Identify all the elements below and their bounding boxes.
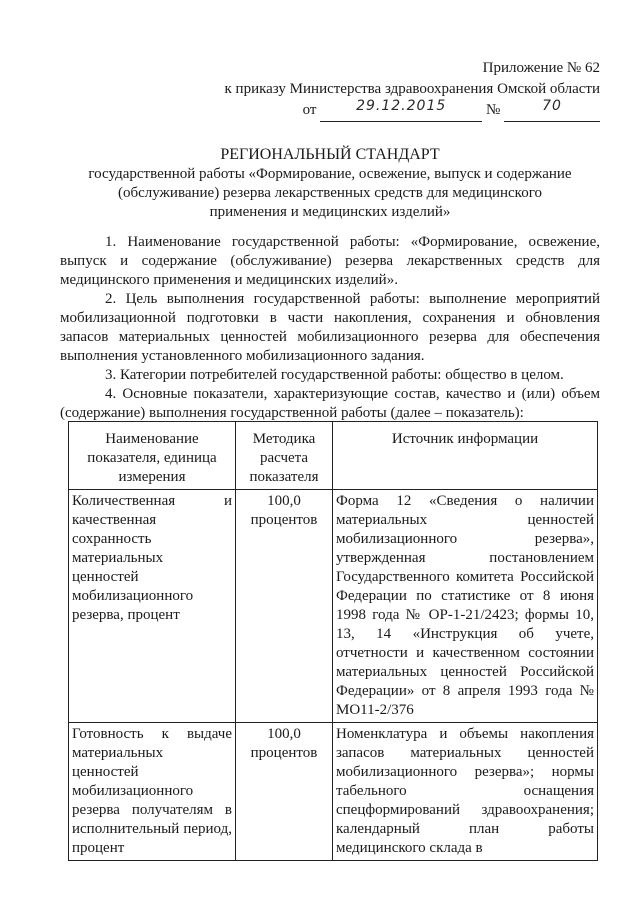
annex-number: Приложение № 62 xyxy=(482,60,600,76)
paragraph-4: 4. Основные показатели, характеризующие состав, качество и (или) объем (содержание) выполнения государственной работы (далее – показатель): xyxy=(60,386,600,421)
annex-date-line xyxy=(225,100,601,122)
row-2-indicator-name: Готовность к выдаче материальных ценностей мобилизационного резерва получателям в исполнительный период, процент xyxy=(69,723,236,861)
date-handwritten: 29.12.2015 xyxy=(356,98,447,114)
date-field xyxy=(320,100,482,122)
document-title: РЕГИОНАЛЬНЫЙ СТАНДАРТ xyxy=(220,146,440,163)
table-row xyxy=(69,723,598,861)
annex-order-reference: к приказу Министерства здравоохранения Омской области xyxy=(224,81,600,97)
document-subtitle-line-1: государственной работы «Формирование, освежение, выпуск и содержание xyxy=(88,166,572,182)
header-calculation-method: Методика расчета показателя xyxy=(236,422,333,490)
table-row xyxy=(69,490,598,723)
paragraph-1: 1. Наименование государственной работы: «Формирование, освежение, выпуск и содержание (обслуживание) резерва лекарственных средств для медицинского применения и медицинских изделий». xyxy=(60,234,600,288)
number-field xyxy=(504,100,600,122)
header-indicator-name: Наименование показателя, единица измерения xyxy=(69,422,236,490)
row-1-information-source: Форма 12 «Сведения о наличии материальных ценностей мобилизационного резерва», утвержденная постановлением Государственного комитета Российской Федерации по статистике от 8 июня 1998 года № ОР-1-21/2423; формы 10, 13, 14 «Инструкция об учете, отчетности и качественном состоянии материальных ценностей Российской Федерации» от 8 апреля 1993 года № МО11-2/376 xyxy=(333,490,598,723)
row-2-information-source: Номенклатура и объемы накопления запасов материальных ценностей мобилизационного резерва»; нормы табельного оснащения спецформирований здравоохранения; календарный план работы медицинского склада в xyxy=(333,723,598,861)
date-prefix: от xyxy=(302,102,317,118)
row-1-indicator-name: Количественная и качественная сохранность материальных ценностей мобилизационного резерва, процент xyxy=(69,490,236,723)
row-2-calculation-method: 100,0 процентов xyxy=(236,723,333,861)
document-subtitle-line-2: (обслуживание) резерва лекарственных средств для медицинского xyxy=(117,185,542,201)
document-body xyxy=(60,233,600,423)
table-header-row xyxy=(69,422,598,490)
number-prefix: № xyxy=(485,102,501,118)
number-handwritten: 70 xyxy=(542,98,562,114)
paragraph-2: 2. Цель выполнения государственной работы: выполнение мероприятий мобилизационной подготовки в части накопления, сохранения и обновления запасов материальных ценностей мобилизационного резерва для обеспечения выполнения установленного мобилизационного задания. xyxy=(60,291,600,364)
document-subtitle-line-3: применения и медицинских изделий» xyxy=(209,204,451,220)
row-1-calculation-method: 100,0 процентов xyxy=(236,490,333,723)
header-information-source: Источник информации xyxy=(333,422,598,490)
document-title-block xyxy=(60,145,600,222)
indicators-table xyxy=(68,421,598,861)
paragraph-3: 3. Категории потребителей государственной работы: общество в целом. xyxy=(105,367,564,383)
annex-header xyxy=(225,58,601,122)
